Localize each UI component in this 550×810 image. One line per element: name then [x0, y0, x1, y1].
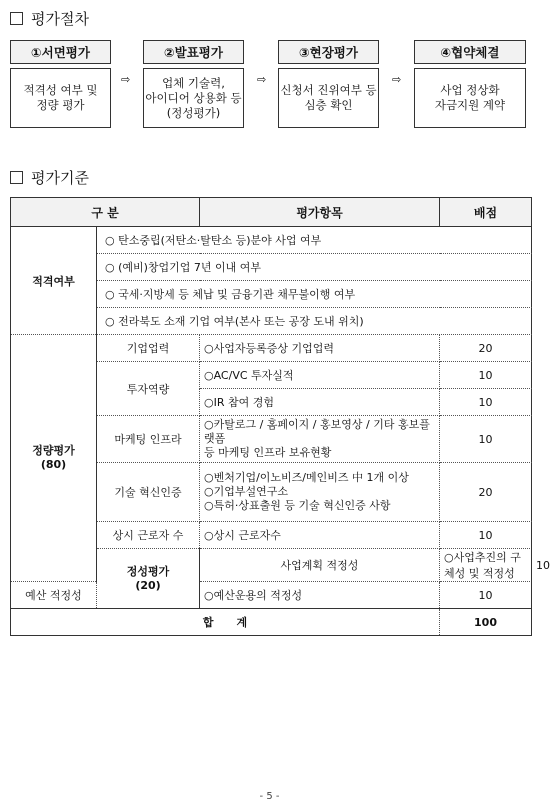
header-items: 평가항목 — [200, 198, 440, 227]
sub-category: 기업업력 — [97, 335, 200, 362]
score: 10 — [440, 389, 532, 416]
step-3 — [278, 40, 379, 128]
section-title-procedure — [10, 8, 89, 29]
table-header-row — [11, 198, 532, 227]
arrow-right-icon: ⇨ — [392, 73, 402, 86]
score: 10 — [440, 416, 532, 463]
step-1 — [10, 40, 111, 128]
table-row — [11, 227, 532, 254]
eval-item: ○IR 참여 경험 — [200, 389, 440, 416]
total-label: 합 계 — [11, 609, 440, 636]
score: 10 — [440, 362, 532, 389]
step-head: ④협약체결 — [414, 40, 526, 64]
score: 10 — [440, 522, 532, 549]
step-body: 사업 정상화 자금지원 계약 — [414, 68, 526, 128]
group-label-quantitative: 정량평가 (80) — [11, 335, 97, 582]
arrow-right-icon: ⇨ — [257, 73, 267, 86]
sub-category: 마케팅 인프라 — [97, 416, 200, 463]
sub-category: 기술 혁신인증 — [97, 463, 200, 522]
section-title-text: 평가절차 — [31, 10, 89, 28]
sub-category: 예산 적정성 — [11, 582, 97, 609]
step-head: ①서면평가 — [10, 40, 111, 64]
header-score: 배점 — [440, 198, 532, 227]
eval-item: ○사업추진의 구체성 및 적정성 — [440, 549, 532, 582]
table-row — [11, 335, 532, 362]
score: 20 — [440, 463, 532, 522]
score: 10 — [440, 582, 532, 609]
section-title-text: 평가기준 — [31, 169, 89, 187]
eval-item: ○예산운용의 적정성 — [200, 582, 440, 609]
step-4 — [414, 40, 526, 128]
step-head: ②발표평가 — [143, 40, 244, 64]
eval-item: ○사업자등록증상 기업업력 — [200, 335, 440, 362]
step-2 — [143, 40, 244, 128]
page-number: - 5 - — [259, 791, 280, 802]
sub-category: 상시 근로자 수 — [97, 522, 200, 549]
score: 20 — [440, 335, 532, 362]
eval-item: ○상시 근로자수 — [200, 522, 440, 549]
step-body: 적격성 여부 및 정량 평가 — [10, 68, 111, 128]
section-title-criteria — [10, 167, 89, 188]
step-body: 신청서 진위여부 등 심층 확인 — [278, 68, 379, 128]
checkbox-square-icon — [10, 171, 23, 184]
total-score: 100 — [440, 609, 532, 636]
group-label-qualitative: 정성평가 (20) — [97, 549, 200, 609]
eligibility-item: ○ (예비)창업기업 7년 이내 여부 — [97, 254, 532, 281]
group-label-eligibility: 적격여부 — [11, 227, 97, 335]
eval-item: ○AC/VC 투자실적 — [200, 362, 440, 389]
table-total-row — [11, 609, 532, 636]
eval-item: ○벤처기업/이노비즈/메인비즈 中 1개 이상 ○기업부설연구소 ○특허·상표출원 등 기술 혁신인증 사항 — [200, 463, 440, 522]
step-body: 업체 기술력, 아이디어 상용화 등 (정성평가) — [143, 68, 244, 128]
sub-category: 투자역량 — [97, 362, 200, 416]
table-row — [11, 582, 532, 609]
eligibility-item: ○ 탄소중립(저탄소·탈탄소 등)분야 사업 여부 — [97, 227, 532, 254]
table-row: 정성평가 (20) 사업계획 적정성 ○사업추진의 구체성 및 적정성 10 — [11, 549, 532, 582]
eligibility-item: ○ 전라북도 소재 기업 여부(본사 또는 공장 도내 위치) — [97, 308, 532, 335]
criteria-table — [10, 197, 550, 636]
eval-item: ○카탈로그 / 홈페이지 / 홍보영상 / 기타 홍보플랫폼 등 마케팅 인프라 보유현황 — [200, 416, 440, 463]
header-category: 구 분 — [11, 198, 200, 227]
sub-category: 사업계획 적정성 — [200, 549, 440, 582]
arrow-right-icon: ⇨ — [121, 73, 131, 86]
step-head: ③현장평가 — [278, 40, 379, 64]
eligibility-item: ○ 국세·지방세 등 체납 및 금융기관 채무불이행 여부 — [97, 281, 532, 308]
checkbox-square-icon — [10, 12, 23, 25]
